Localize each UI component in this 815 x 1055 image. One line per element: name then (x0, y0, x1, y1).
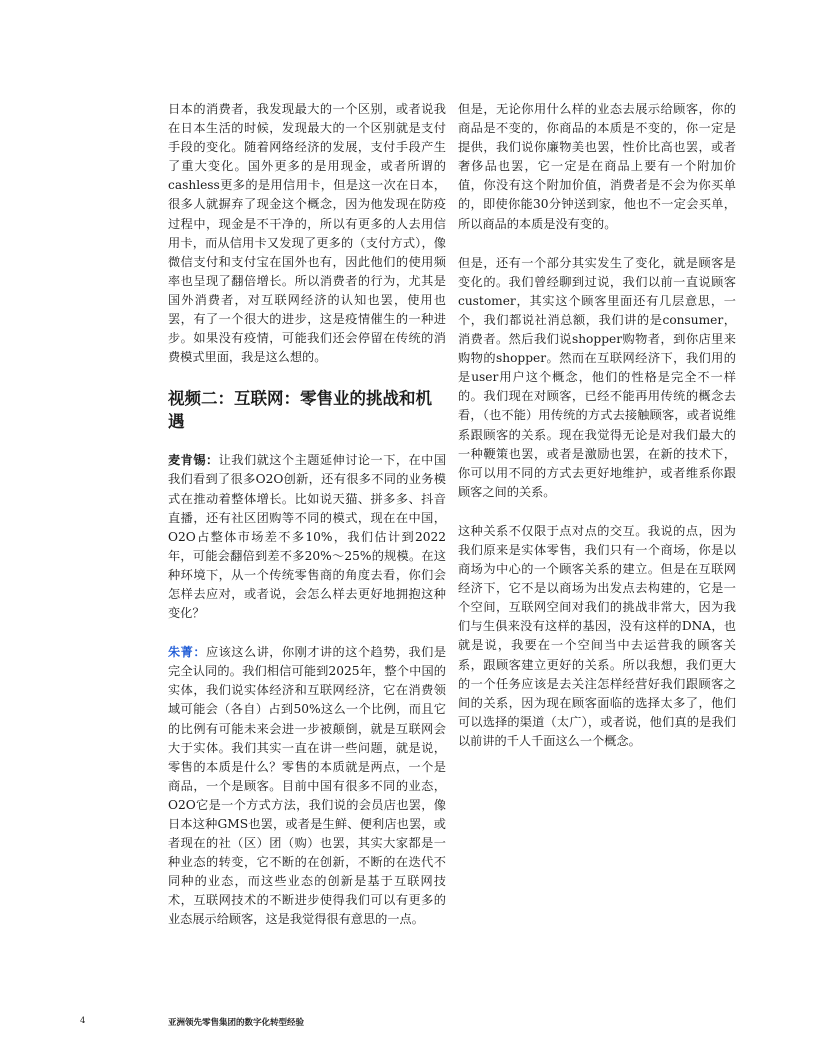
body-paragraph: 但是，无论你用什么样的业态去展示给顾客，你的商品是不变的，你商品的本质是不变的，你一定是提供，我们说你廉物美也罢，性价比高也罢，或者奢侈品也罢，它一定是在商品上要有一个附加价值，你没有这个附加价值，消费者是不会为你买单的，即使你能30分钟送到家，他也不一定会买单，所以商品的本质是没有变的。 (458, 102, 736, 231)
body-paragraph (168, 451, 446, 623)
right-column (458, 100, 736, 771)
body-paragraph: 这种关系不仅限于点对点的交互。我说的点，因为我们原来是实体零售，我们只有一个商场，你是以商场为中心的一个顾客关系的建立。但是在互联网经济下，它不是以商场为出发点去构建的，它是一个空间，互联网空间对我们的挑战非常大，因为我们与生俱来没有这样的基因，没有这样的DNA，也就是说，我要在一个空间当中去运营我的顾客关系，跟顾客建立更好的关系。所以我想，我们更大的一个任务应该是去关注怎样经营好我们跟顾客之间的关系，因为现在顾客面临的选择太多了，他们可以选择的渠道（太广），或者说，他们真的是我们以前讲的千人千面这么一个概念。 (458, 523, 736, 748)
body-paragraph: 但是，还有一个部分其实发生了变化，就是顾客是变化的。我们曾经聊到过说，我们以前一直说顾客customer，其实这个顾客里面还有几层意思，一个，我们都说社消总额，我们讲的是consumer，消费者。然后我们说shopper购物者，到你店里来购物的shopper。然而在互联网经济下，我们用的是user用户这个概念，他们的性格是完全不一样的。我们现在对顾客，已经不能再用传统的概念去看，（也不能）用传统的方式去接触顾客，或者说维系跟顾客的关系。现在我觉得无论是对我们最大的一种鞭策也罢，或者是激励也罢，在新的技术下，你可以用不同的方式去更好地维护，或者维系你跟顾客之间的关系。 (458, 255, 736, 499)
section-heading: 视频二：互联网：零售业的挑战和机遇 (168, 389, 432, 432)
footer-title: 亚洲领先零售集团的数字化转型经验 (168, 1018, 305, 1028)
left-column (168, 100, 446, 950)
speaker-label: 朱菁： (168, 645, 206, 660)
speaker-label: 麦肯锡： (168, 453, 219, 468)
paragraph-text: 应该这么讲，你刚才讲的这个趋势，我们是完全认同的。我们相信可能到2025年，整个中国的实体，我们说实体经济和互联网经济，它在消费领域可能会（各自）占到50%这么一个比例，而且它的比例有可能未来会进一步被颠倒，就是互联网会大于实体。我们其实一直在讲一些问题，就是说，零售的本质是什么？零售的本质就是两点，一个是商品，一个是顾客。目前中国有很多不同的业态，O2O它是一个方式方法，我们说的会员店也罢，像日本这种GMS也罢，或者是生鲜、便利店也罢，或者现在的社（区）团（购）也罢，其实大家都是一种业态的转变，它不断的在创新，不断的在迭代不同种的业态，而这些业态的创新是基于互联网技术，互联网技术的不断进步使得我们可以有更多的业态展示给顾客，这是我觉得很有意思的一点。 (168, 645, 447, 927)
body-paragraph: 日本的消费者，我发现最大的一个区别，或者说我在日本生活的时候，发现最大的一个区别就是支付手段的变化。随着网络经济的发展，支付手段产生了重大变化。国外更多的是用现金，或者所谓的cashless更多的是用信用卡，但是这一次在日本，很多人就摒弃了现金这个概念，因为他发现在防疫过程中，现金是不干净的，所以有更多的人去用信用卡，而从信用卡又发现了更多的（支付方式），像微信支付和支付宝在国外也有，因此他们的使用频率也呈现了翻倍增长。所以消费者的行为，尤其是国外消费者，对互联网经济的认知也罢，使用也罢，有了一个很大的进步，这是疫情催生的一种进步。如果没有疫情，可能我们还会停留在传统的消费模式里面，我是这么想的。 (168, 102, 446, 365)
page-number: 4 (80, 1016, 86, 1026)
body-paragraph (168, 643, 446, 929)
paragraph-text: 让我们就这个主题延伸讨论一下，在中国我们看到了很多O2O创新，还有很多不同的业务模式在推动着整体增长。比如说天猫、拼多多、抖音直播，还有社区团购等不同的模式，现在在中国，O2O占整体市场差不多10%，我们估计到2022年，可能会翻倍到差不多20%～25%的规模。在这种环境下，从一个传统零售商的角度去看，你们会怎样去应对，或者说，会怎么样去更好地拥抱这种变化？ (168, 453, 447, 621)
